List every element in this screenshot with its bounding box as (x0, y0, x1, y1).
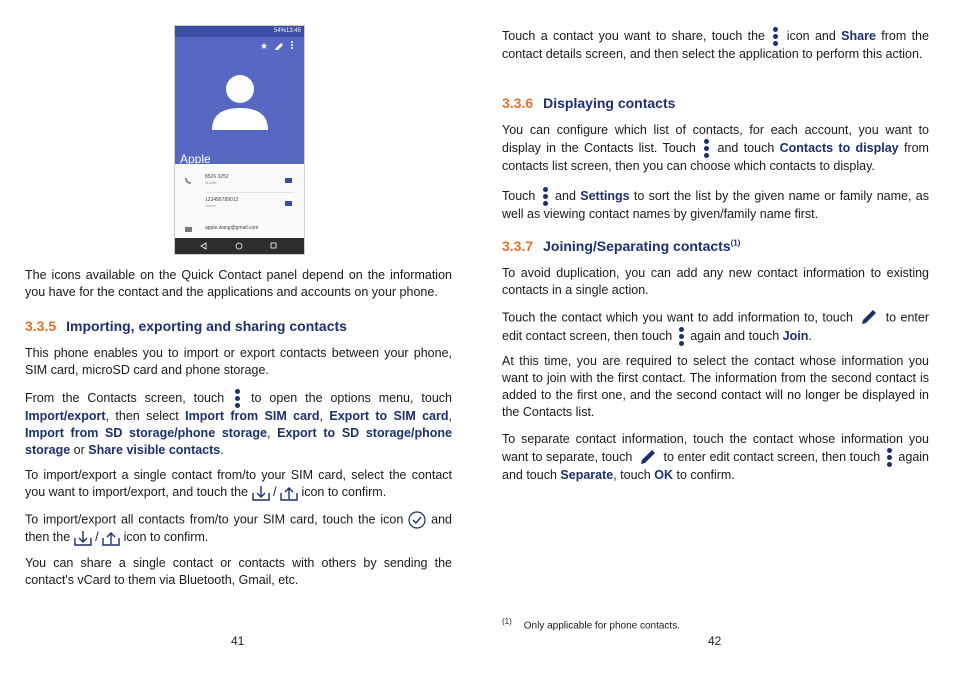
export-icon-2 (102, 530, 120, 546)
more-options-icon (773, 27, 778, 46)
footnote: $^{(1)}$ Only applicable for phone contacts. (502, 617, 680, 632)
home-icon (236, 243, 242, 249)
paragraph-import-intro: This phone enables you to import or export contacts between your phone, SIM card, microSD card and phone storage. (25, 346, 452, 377)
phone-row-2[interactable]: 123456789012 Home (205, 197, 239, 208)
recents-icon (271, 243, 276, 248)
divider (205, 192, 294, 193)
edit-icon (859, 309, 879, 327)
contact-name: Apple (180, 152, 211, 166)
more-options-icon (704, 139, 709, 158)
paragraph-import-steps: From the Contacts screen, touch to open the options menu, touch Import/export, then select Import from SIM card, Export to SIM card, Import from SD storage/phone storage, Export to SD storage/phone storage or Share visible contacts. (25, 390, 452, 457)
import-icon (252, 485, 270, 501)
page-number-right: 42 (708, 634, 722, 648)
paragraph-share-contact: Touch a contact you want to share, touch the icon and Share from the contact details screen, and then select the application to perform this action. (502, 28, 929, 61)
paragraph-display-contacts: You can configure which list of contacts, for each account, you want to display in the Contacts list. Touch and touch Contacts to display from contacts list screen, then you can choose which contacts to display. (502, 123, 929, 173)
phone-icon (186, 178, 191, 183)
back-icon (201, 243, 206, 249)
star-icon: ★ (260, 41, 269, 50)
status-bar (175, 26, 304, 37)
paragraph-join-result: At this time, you are required to select the contact whose information you want to join with the first contact. The information from the second contact is added to the first one, and the second contact will no longer be displayed in the Contacts list. (502, 354, 929, 419)
phone-screenshot (174, 25, 305, 255)
more-options-icon (235, 389, 240, 408)
phone-row-1[interactable]: 8526 3252 Mobile (205, 174, 229, 185)
page-number-left: 41 (231, 634, 245, 648)
paragraph-single-contact: To import/export a single contact from/to your SIM card, select the contact you want to import/export, and touch the / icon to confirm. (25, 468, 452, 499)
paragraph-join-intro: To avoid duplication, you can add any new contact information to existing contacts in a single action. (502, 266, 929, 297)
import-icon-2 (74, 530, 92, 546)
paragraph-share: You can share a single contact or contacts with others by sending the contact's vCard to them via Bluetooth, Gmail, etc. (25, 556, 452, 587)
paragraph-join-steps: Touch the contact which you want to add information to, touch to enter edit contact screen, then touch again and touch Join. (502, 309, 929, 346)
edit-icon (275, 43, 283, 50)
section-heading-336: 3.3.6 Displaying contacts (502, 95, 676, 111)
header-actions[interactable] (258, 40, 298, 50)
email-icon (185, 227, 192, 232)
contact-header (175, 37, 304, 164)
edit-icon-2 (638, 449, 658, 467)
nav-bar (175, 238, 304, 254)
section-heading-335: 3.3.5 Importing, exporting and sharing contacts (25, 318, 347, 334)
email-row[interactable]: apple.wang@gmail.com (205, 225, 259, 231)
paragraph-settings: Touch and Settings to sort the list by the given name or family name, as well as viewing contact names by given/family name first. (502, 188, 929, 221)
paragraph-all-contacts: To import/export all contacts from/to your SIM card, touch the icon and then the / icon to confirm. (25, 512, 452, 544)
more-options-icon (679, 327, 684, 346)
select-all-icon (408, 511, 426, 529)
section-heading-337: 3.3.7 Joining/Separating contacts$^{(1)}$ (502, 238, 741, 254)
avatar-icon (211, 72, 269, 132)
status-battery: 54% (273, 28, 286, 34)
message-icon (285, 178, 292, 183)
status-time: 13:45 (285, 28, 301, 34)
paragraph-separate: To separate contact information, touch the contact whose information you want to separate, touch to enter edit contact screen, then touch again and touch Separate, touch OK to confirm. (502, 432, 930, 482)
message-icon-2 (285, 201, 292, 206)
more-options-icon (543, 187, 548, 206)
export-icon (280, 485, 298, 501)
intro-paragraph: The icons available on the Quick Contact panel depend on the information you have for the contact and the applications and accounts on your phone. (25, 268, 452, 299)
more-options-icon (887, 448, 892, 467)
